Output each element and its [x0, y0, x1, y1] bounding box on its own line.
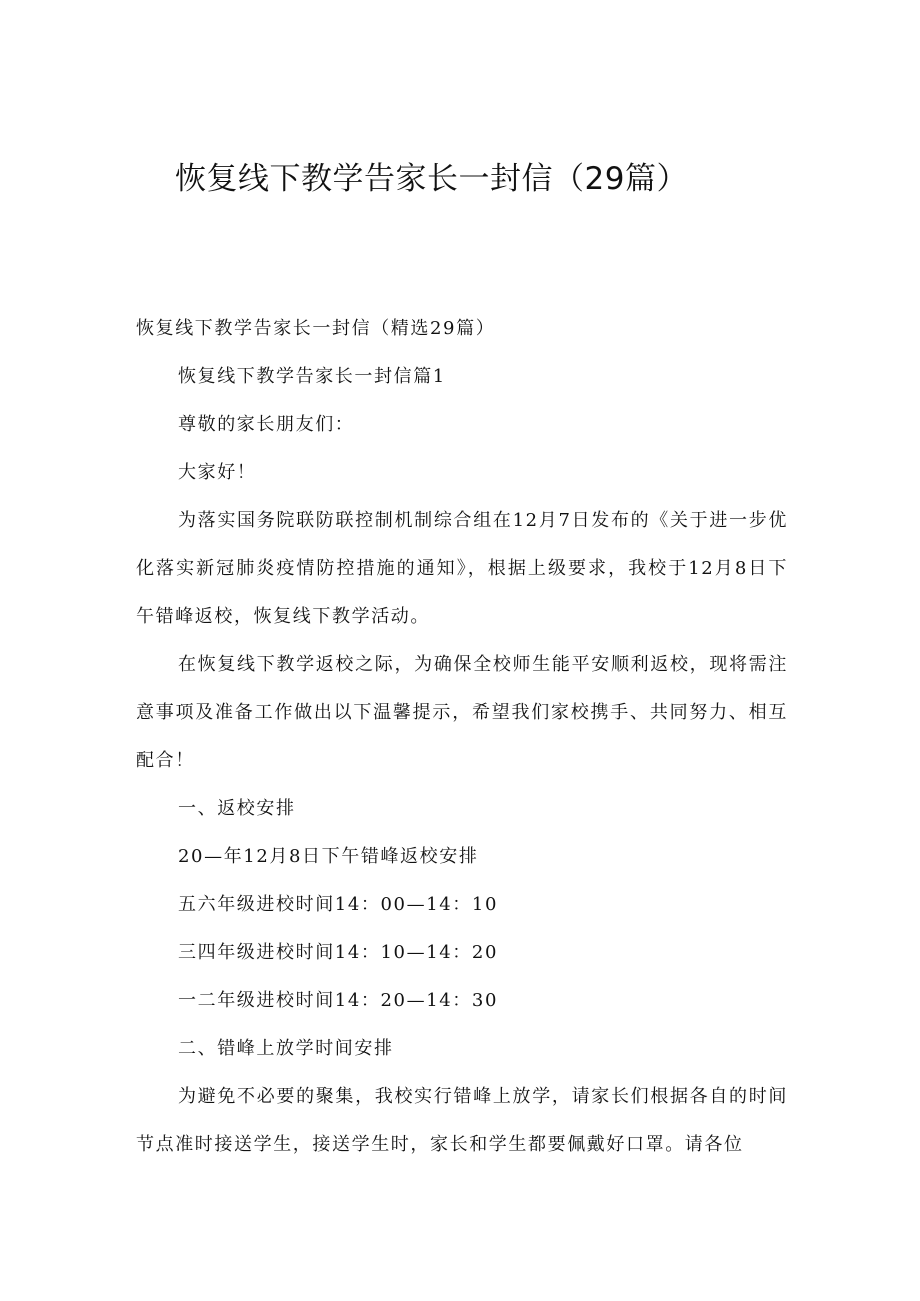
body-paragraph: 在恢复线下教学返校之际，为确保全校师生能平安顺利返校，现将需注意事项及准备工作做出以下温馨提示，希望我们家校携手、共同努力、相互配合！	[136, 654, 788, 771]
schedule-line: 一二年级进校时间14：20—14：30	[178, 990, 499, 1011]
document-title: 恢复线下教学告家长一封信（29篇）	[175, 161, 688, 197]
schedule-line: 五六年级进校时间14：00—14：10	[178, 894, 499, 915]
section-heading: 恢复线下教学告家长一封信篇1	[178, 366, 446, 387]
schedule-line: 20—年12月8日下午错峰返校安排	[178, 846, 479, 867]
body-paragraph: 为落实国务院联防联控制机制综合组在12月7日发布的《关于进一步优化落实新冠肺炎疫情防控措施的通知》，根据上级要求，我校于12月8日下午错峰返校，恢复线下教学活动。	[136, 510, 788, 627]
list-heading: 一、返校安排	[178, 798, 296, 819]
body-paragraph: 为避免不必要的聚集，我校实行错峰上放学，请家长们根据各自的时间节点准时接送学生，接送学生时，家长和学生都要佩戴好口罩。请各位	[136, 1086, 788, 1155]
schedule-line: 三四年级进校时间14：10—14：20	[178, 942, 499, 963]
salutation: 尊敬的家长朋友们：	[178, 414, 355, 435]
list-heading: 二、错峰上放学时间安排	[178, 1038, 394, 1059]
document-body	[136, 305, 788, 1169]
greeting: 大家好！	[178, 462, 257, 483]
subtitle-paragraph: 恢复线下教学告家长一封信（精选29篇）	[136, 318, 496, 339]
